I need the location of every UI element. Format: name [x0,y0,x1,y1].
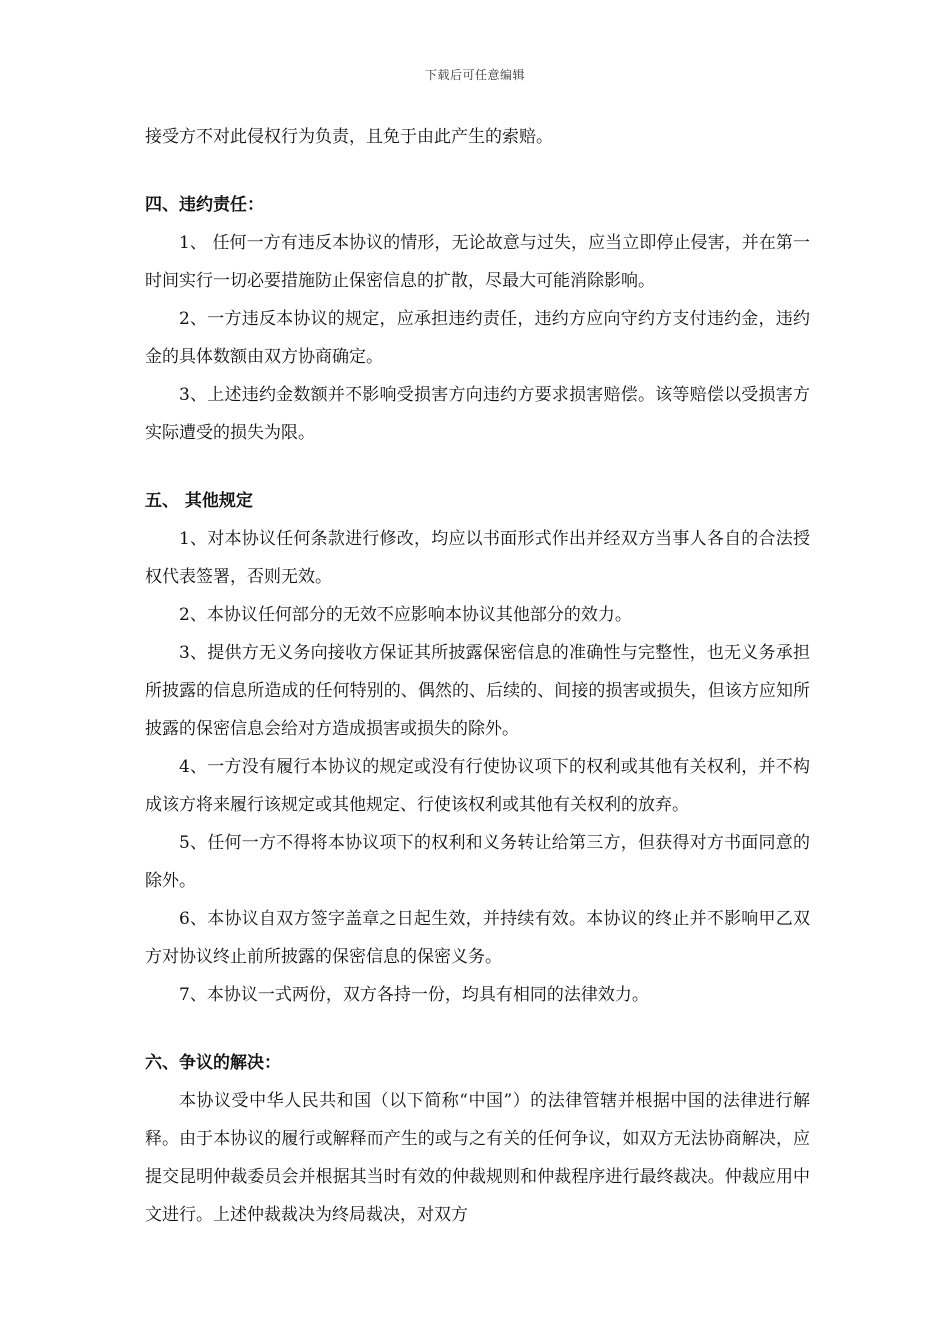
section-6-paragraph: 本协议受中华人民共和国（以下简称“中国”）的法律管辖并根据中国的法律进行解释。由于本协议的履行或解释而产生的或与之有关的任何争议，如双方无法协商解决，应提交昆明仲裁委员会并根据其当时有效的仲裁规则和仲裁程序进行最终裁决。仲裁应用中文进行。上述仲裁裁决为终局裁决，对双方 [145,1091,810,1225]
section-5-item-3: 3、提供方无义务向接收方保证其所披露保密信息的准确性与完整性，也无义务承担所披露的信息所造成的任何特别的、偶然的、后续的、间接的损害或损失，但该方应知所披露的保密信息会给对方造成损害或损失的除外。 [145,643,810,739]
section-5-item-5: 5、任何一方不得将本协议项下的权利和义务转让给第三方，但获得对方书面同意的除外。 [145,833,810,891]
section-5-item-4: 4、一方没有履行本协议的规定或没有行使协议项下的权利或其他有关权利，并不构成该方将来履行该规定或其他规定、行使该权利或其他有关权利的放弃。 [145,757,810,815]
section-4-title: 四、违约责任： [145,195,264,215]
document-body [145,118,810,1234]
header-note: 下载后可任意编辑 [424,68,525,82]
section-5-item-7: 7、本协议一式两份，双方各持一份，均具有相同的法律效力。 [179,985,649,1005]
section-4-item-2: 2、一方违反本协议的规定，应承担违约责任，违约方应向守约方支付违约金，违约金的具体数额由双方协商确定。 [145,309,810,367]
intro-paragraph: 接受方不对此侵权行为负责，且免于由此产生的索赔。 [145,127,553,147]
section-5-title: 五、 其他规定 [145,491,253,511]
section-5-item-6: 6、本协议自双方签字盖章之日起生效，并持续有效。本协议的终止并不影响甲乙双方对协议终止前所披露的保密信息的保密义务。 [145,909,810,967]
section-4-item-3: 3、上述违约金数额并不影响受损害方向违约方要求损害赔偿。该等赔偿以受损害方实际遭受的损失为限。 [145,385,810,443]
section-6-title: 六、争议的解决： [145,1053,281,1073]
section-5-item-2: 2、本协议任何部分的无效不应影响本协议其他部分的效力。 [179,605,632,625]
section-5-item-1: 1、对本协议任何条款进行修改，均应以书面形式作出并经双方当事人各自的合法授权代表签署，否则无效。 [145,529,810,587]
section-4-item-1: 1、 任何一方有违反本协议的情形，无论故意与过失，应当立即停止侵害，并在第一时间实行一切必要措施防止保密信息的扩散，尽最大可能消除影响。 [145,233,810,291]
